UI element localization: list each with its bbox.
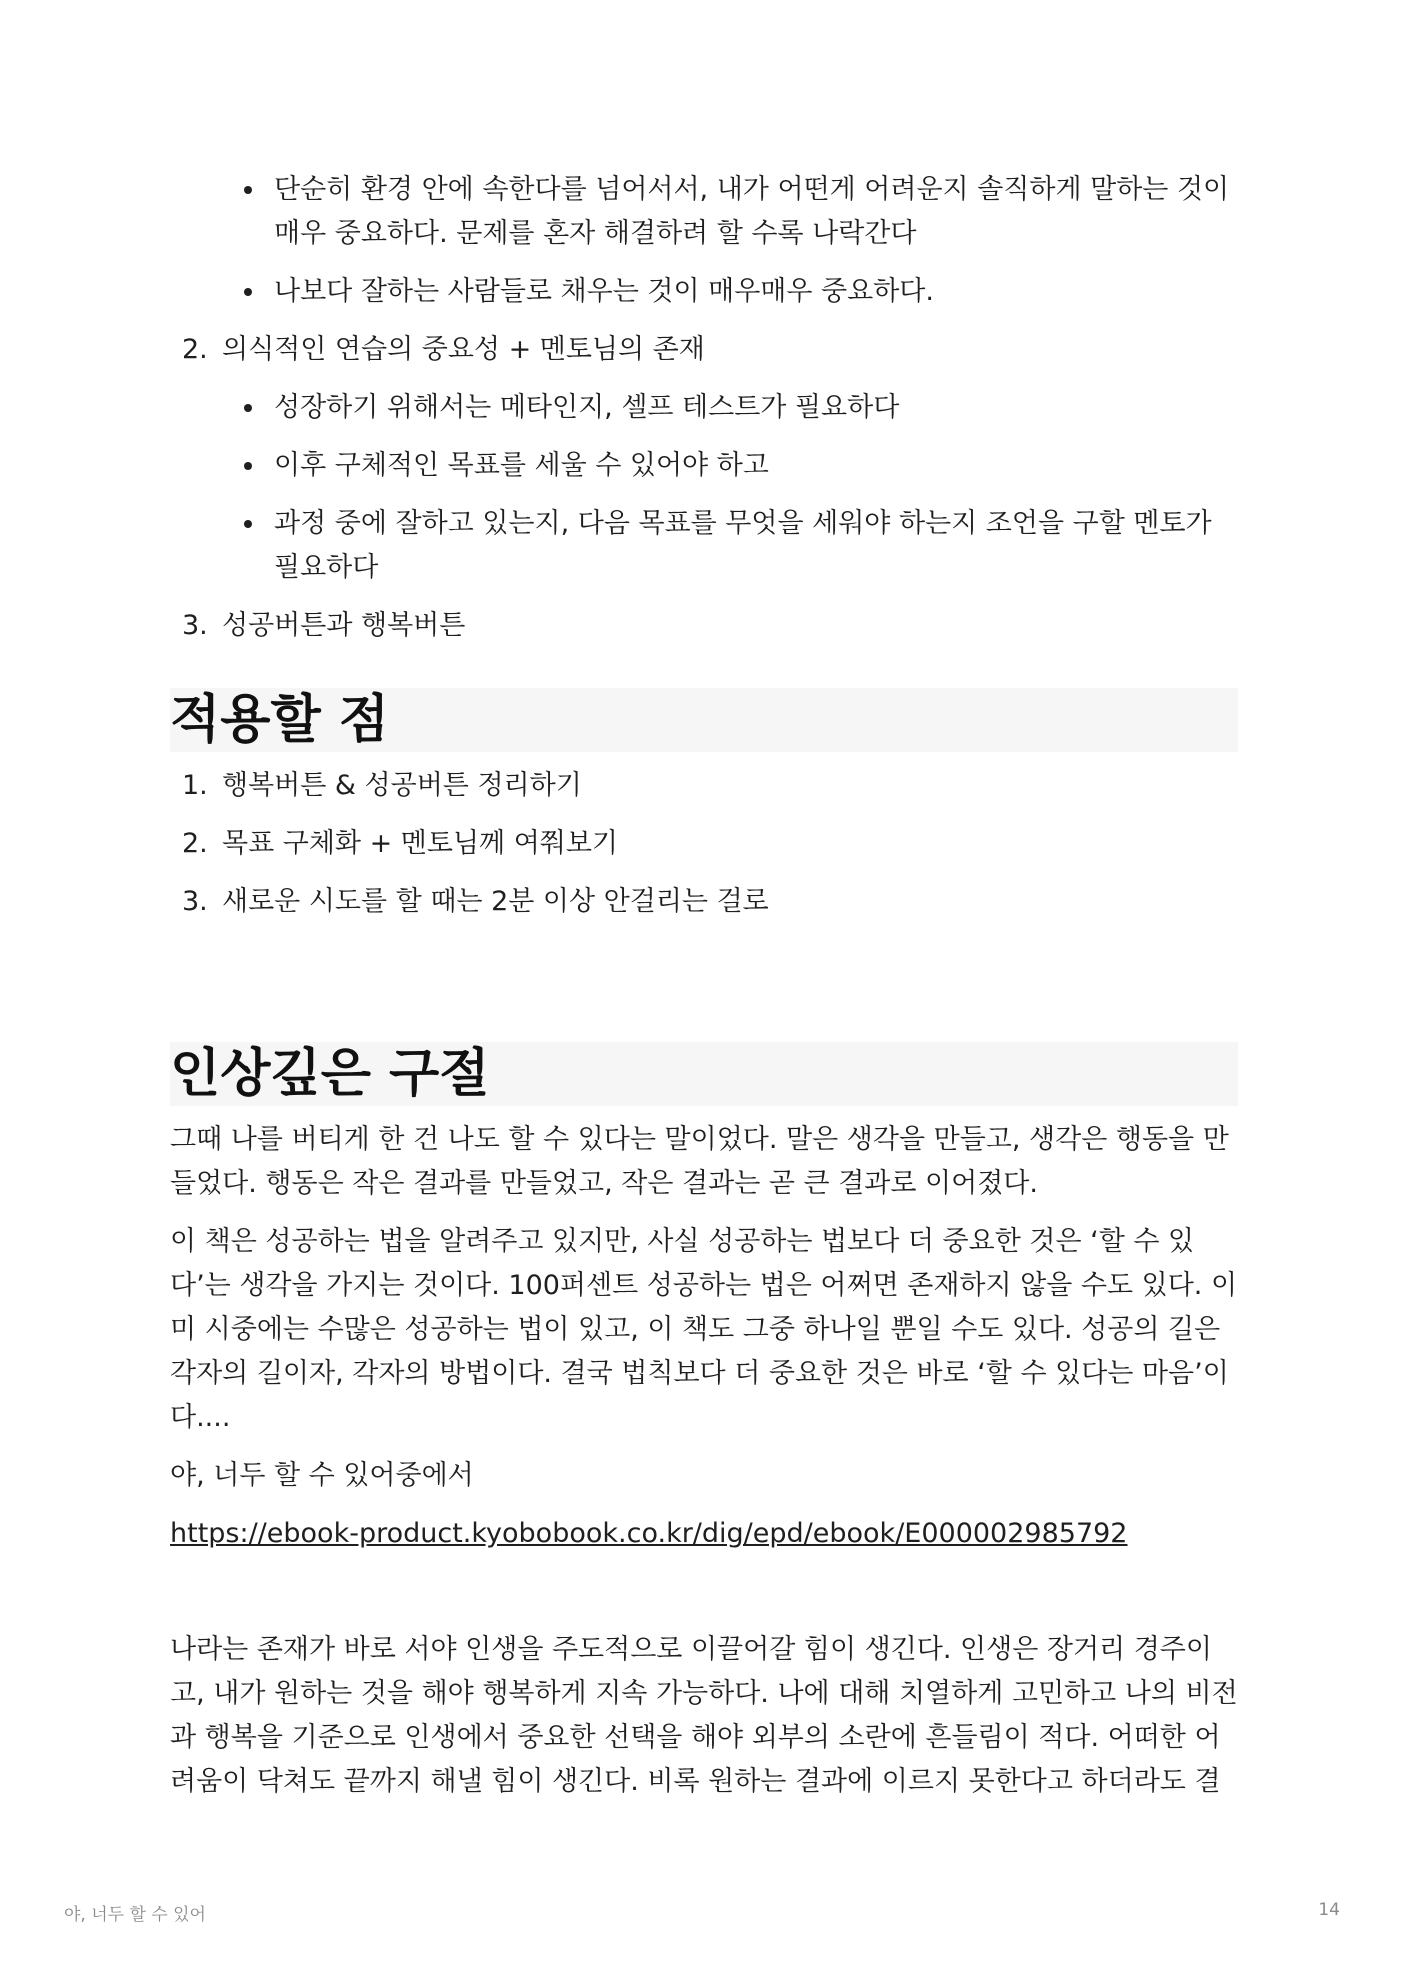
quote-paragraph: 나라는 존재가 바로 서야 인생을 주도적으로 이끌어갈 힘이 생긴다. 인생은 장거리 경주이고, 내가 원하는 것을 해야 행복하게 지속 가능하다. 나에 대해 치열하게 고민하고 나의 비전과 행복을 기준으로 인생에서 중요한 선택을 해야 외부의 소란에 흔들림이 적다. 어떠한 어려움이 닥쳐도 끝까지 해낼 힘이 생긴다. 비록 원하는 결과에 이르지 못한다고 하더라도 결 <box>170 1634 1238 1797</box>
item-number: 1. <box>182 770 208 801</box>
list-item-text: 과정 중에 잘하고 있는지, 다음 목표를 무엇을 세워야 하는지 조언을 구할 멘토가 필요하다 <box>274 508 1212 583</box>
source-link[interactable]: https://ebook-product.kyobobook.co.kr/dig/epd/ebook/E000002985792 <box>170 1518 1128 1549</box>
section-heading-apply: 적용할 점 <box>170 688 1238 752</box>
list-item-text: 성장하기 위해서는 메타인지, 셀프 테스트가 필요하다 <box>274 392 900 423</box>
quote-source: 야, 너두 할 수 있어중에서 <box>170 1460 474 1491</box>
bullet-icon <box>244 186 252 194</box>
source-link-wrap <box>170 1512 1238 1556</box>
section-heading-quotes: 인상깊은 구절 <box>170 1042 1238 1106</box>
item-text: 의식적인 연습의 중요성 + 멘토님의 존재 <box>222 334 705 365</box>
list-item <box>170 444 1238 488</box>
bullet-icon <box>244 404 252 412</box>
numbered-item <box>170 328 1238 372</box>
item-text: 성공버튼과 행복버튼 <box>222 610 466 641</box>
item-text: 행복버튼 & 성공버튼 정리하기 <box>222 770 582 801</box>
item-text: 새로운 시도를 할 때는 2분 이상 안걸리는 걸로 <box>222 886 769 917</box>
footer-title: 야, 너두 할 수 있어 <box>64 1905 206 1925</box>
list-item-text: 단순히 환경 안에 속한다를 넘어서서, 내가 어떤게 어려운지 솔직하게 말하는 것이 매우 중요하다. 문제를 혼자 해결하려 할 수록 나락간다 <box>274 174 1230 249</box>
bullet-icon <box>244 520 252 528</box>
page-number: 14 <box>1318 1900 1340 1920</box>
item-number: 3. <box>182 610 208 641</box>
numbered-item <box>170 880 1238 924</box>
item-number: 2. <box>182 334 208 365</box>
quote-paragraph: 그때 나를 버티게 한 건 나도 할 수 있다는 말이었다. 말은 생각을 만들고, 생각은 행동을 만들었다. 행동은 작은 결과를 만들었고, 작은 결과는 곧 큰 결과로 이어졌다. <box>170 1124 1229 1199</box>
list-item-text: 이후 구체적인 목표를 세울 수 있어야 하고 <box>274 450 769 481</box>
numbered-item <box>170 822 1238 866</box>
quote-paragraph: 이 책은 성공하는 법을 알려주고 있지만, 사실 성공하는 법보다 더 중요한 것은 ‘할 수 있다’는 생각을 가지는 것이다. 100퍼센트 성공하는 법은 어쩌면 존재하지 않을 수도 있다. 이미 시중에는 수많은 성공하는 법이 있고, 이 책도 그중 하나일 뿐일 수도 있다. 성공의 길은 각자의 길이자, 각자의 방법이다. 결국 법칙보다 더 중요한 것은 바로 ‘할 수 있다는 마음’이다.... <box>170 1226 1238 1433</box>
page-content <box>170 168 1238 1818</box>
bullet-icon <box>244 288 252 296</box>
item-text: 목표 구체화 + 멘토님께 여쭤보기 <box>222 828 619 859</box>
item-number: 3. <box>182 886 208 917</box>
numbered-item <box>170 764 1238 808</box>
list-item-text: 나보다 잘하는 사람들로 채우는 것이 매우매우 중요하다. <box>274 276 934 307</box>
list-item <box>170 270 1238 314</box>
list-item <box>170 386 1238 430</box>
item-number: 2. <box>182 828 208 859</box>
list-item <box>170 168 1238 256</box>
bullet-icon <box>244 462 252 470</box>
list-item <box>170 502 1238 590</box>
numbered-item <box>170 604 1238 648</box>
